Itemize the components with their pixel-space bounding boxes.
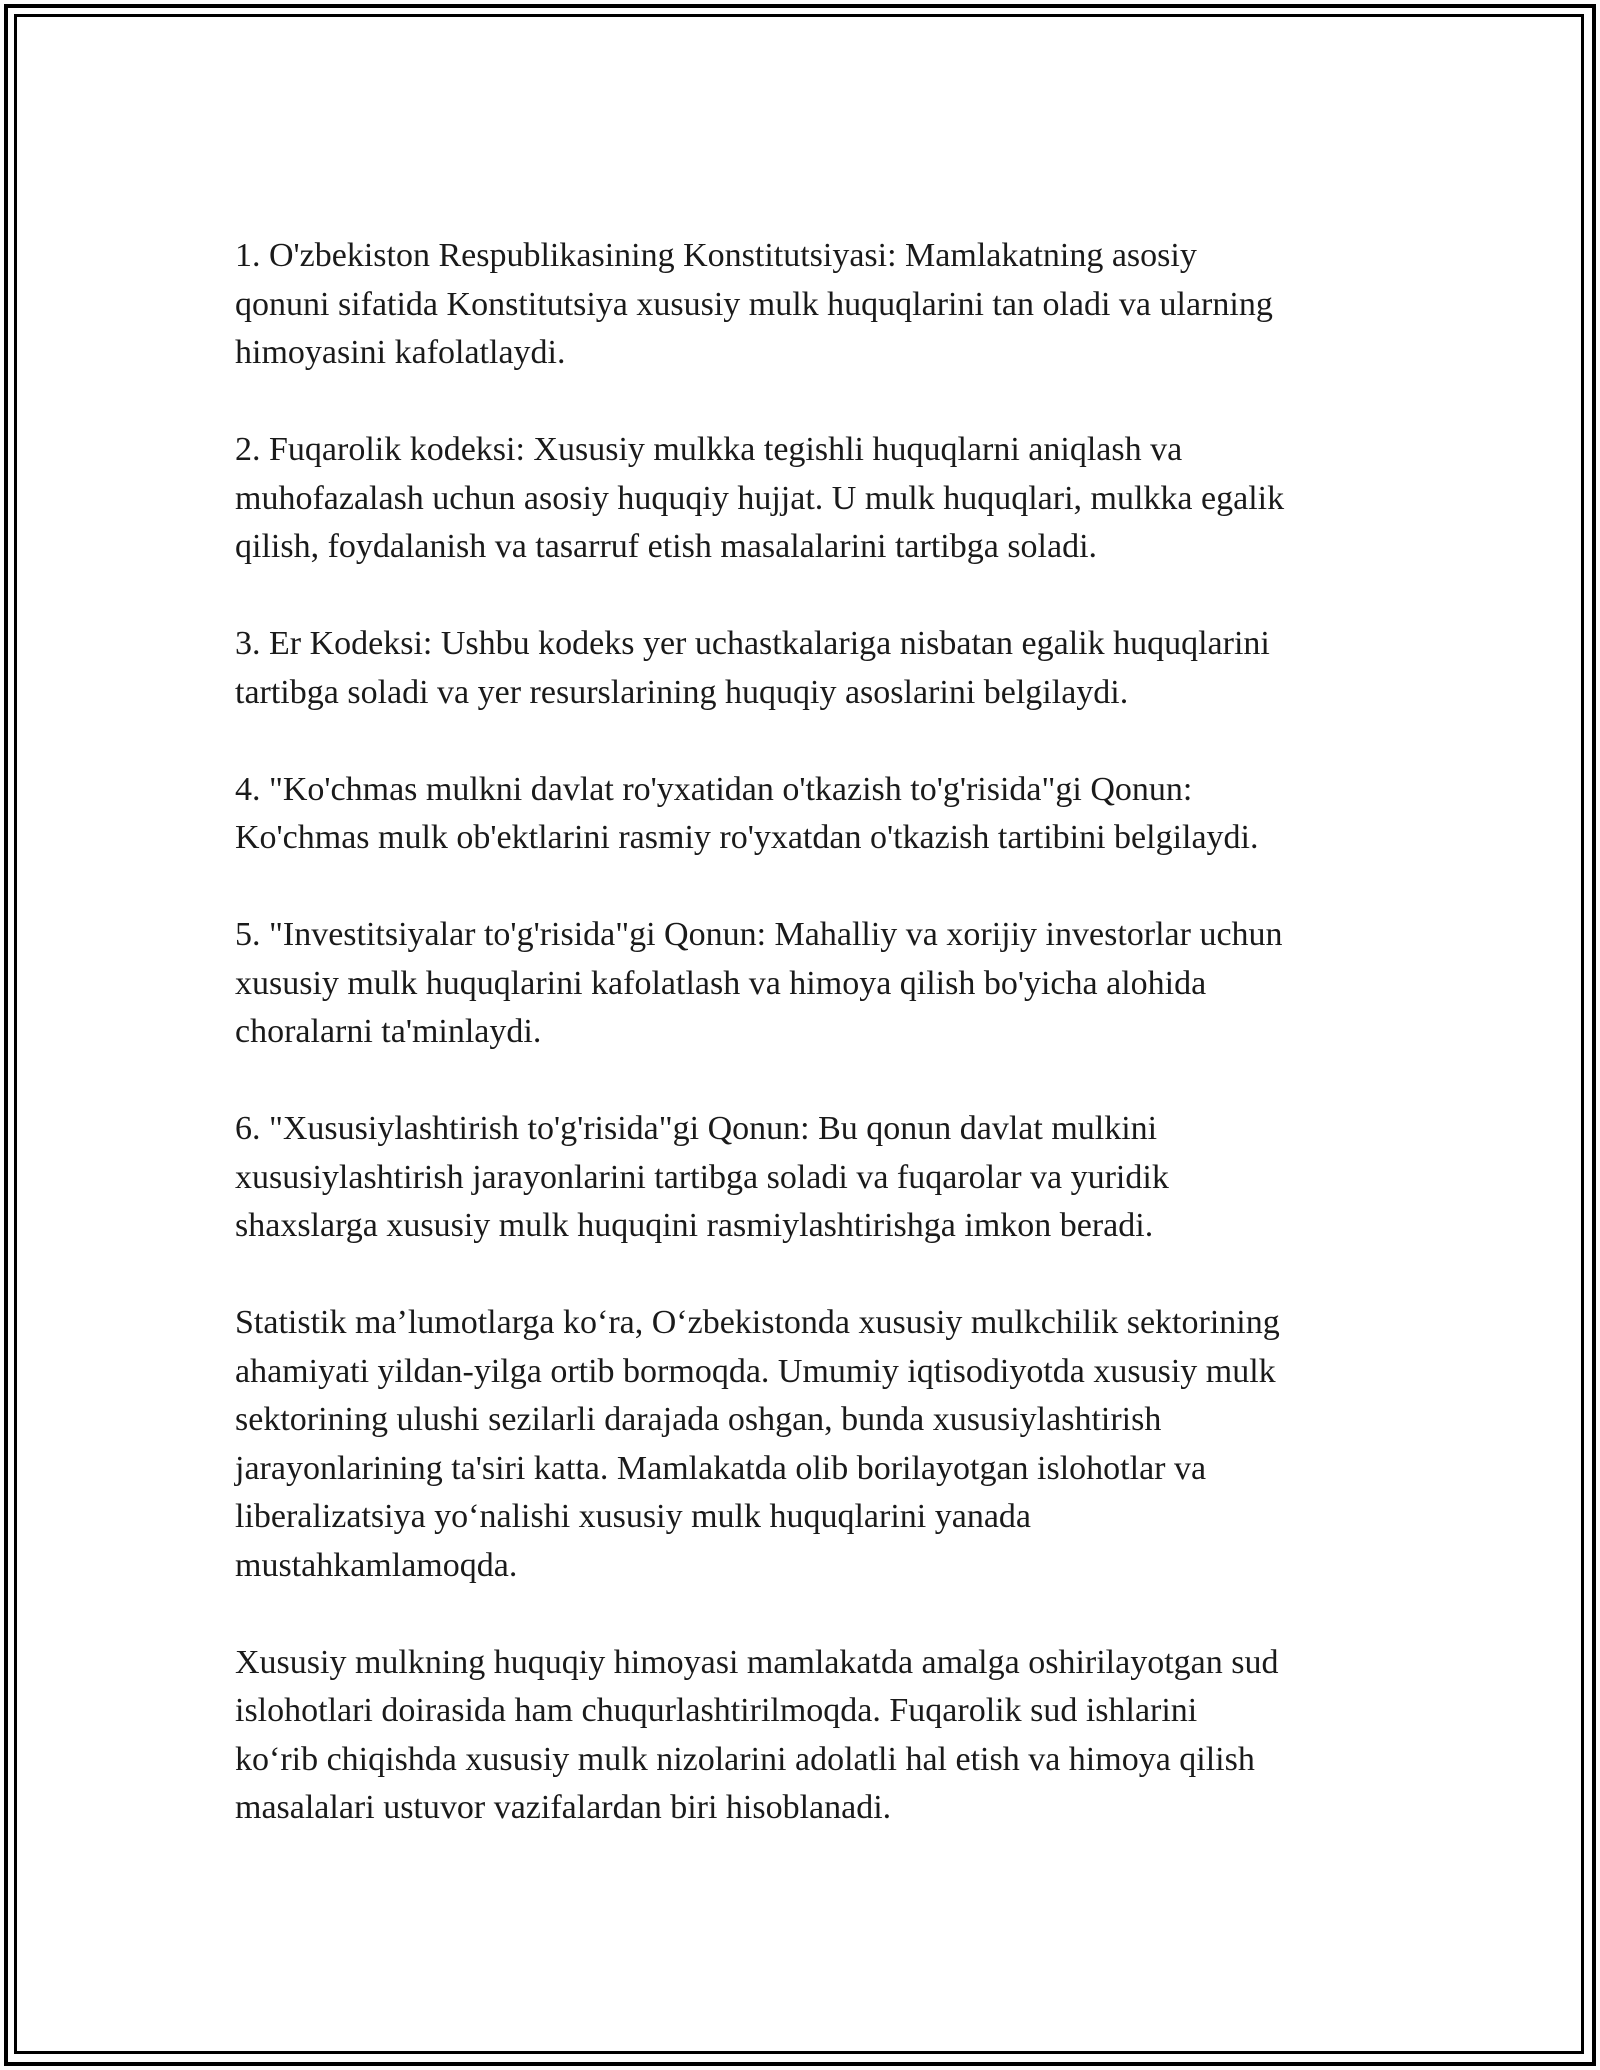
paragraph-constitution: 1. O'zbekiston Respublikasining Konstitutsiyasi: Mamlakatning asosiy qonuni sifatida Konstitutsiya xususiy mulk huquqlarini tan oladi va ularning himoyasini kafolatlaydi. [235,237,1273,371]
paragraph-legal-protection: Xususiy mulkning huquqiy himoyasi mamlakatda amalga oshirilayotgan sud islohotlari doirasida ham chuqurlashtirilmoqda. Fuqarolik sud ishlarini ko‘rib chiqishda xususiy mulk nizolarini adolatli hal etish va himoya qilish masalalari ustuvor vazifalardan biri hisoblanadi. [235,1643,1279,1826]
document-body [235,232,1415,1881]
paragraph-land-code: 3. Er Kodeksi: Ushbu kodeks yer uchastkalariga nisbatan egalik huquqlarini tartibga soladi va yer resurslarining huquqiy asoslarini belgilaydi. [235,625,1270,711]
paragraph-investment-law: 5. "Investitsiyalar to'g'risida"gi Qonun: Mahalliy va xorijiy investorlar uchun xususiy mulk huquqlarini kafolatlash va himoya qilish bo'yicha alohida choralarni ta'minlaydi. [235,916,1283,1050]
paragraph-civil-code: 2. Fuqarolik kodeksi: Xususiy mulkka tegishli huquqlarni aniqlash va muhofazalash uchun asosiy huquqiy hujjat. U mulk huquqlari, mulkka egalik qilish, foydalanish va tasarruf etish masalalarini tartibga soladi. [235,431,1285,565]
paragraph-privatization-law: 6. "Xususiylashtirish to'g'risida"gi Qonun: Bu qonun davlat mulkini xususiylashtirish jarayonlarini tartibga soladi va fuqarolar va yuridik shaxslarga xususiy mulk huquqini rasmiylashtirishga imkon beradi. [235,1110,1169,1244]
paragraph-real-estate-registration-law: 4. "Ko'chmas mulkni davlat ro'yxatidan o'tkazish to'g'risida"gi Qonun: Ko'chmas mulk ob'ektlarini rasmiy ro'yxatdan o'tkazish tartibini belgilaydi. [235,770,1259,856]
paragraph-statistics: Statistik ma’lumotlarga ko‘ra, O‘zbekistonda xususiy mulkchilik sektorining ahamiyati yildan-yilga ortib bormoqda. Umumiy iqtisodiyotda xususiy mulk sektorining ulushi sezilarli darajada oshgan, bunda xususiylashtirish jarayonlarining ta'siri katta. Mamlakatda olib borilayotgan islohotlar va liberalizatsiya yo‘nalishi xususiy mulk huquqlarini yanada mustahkamlamoqda. [235,1304,1280,1584]
